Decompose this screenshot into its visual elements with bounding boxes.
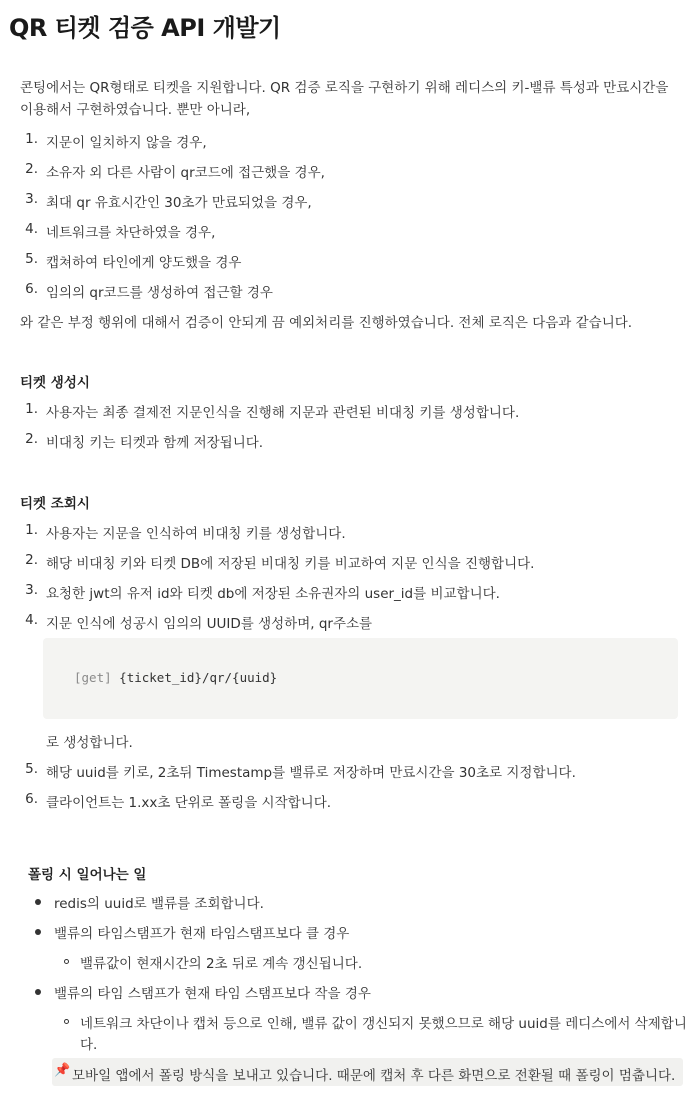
bullet-item: 밸류의 타임 스탬프가 현재 타임 스탬프보다 작을 경우 xyxy=(54,986,371,1002)
list-number: 2. xyxy=(25,161,38,177)
list-item: 비대칭 키는 티켓과 함께 저장됩니다. xyxy=(46,435,264,451)
sub-bullet-item: 밸류값이 현재시간의 2초 뒤로 계속 갱신됩니다. xyxy=(80,956,363,972)
sub-bullet-item-cont: 다. xyxy=(80,1037,98,1053)
list-item: 임의의 qr코드를 생성하여 접근할 경우 xyxy=(46,285,273,301)
code-line xyxy=(74,670,277,685)
list-number: 1. xyxy=(25,131,38,147)
section-heading-polling: 폴링 시 일어나는 일 xyxy=(28,867,147,883)
code-block xyxy=(43,638,678,719)
sub-bullet-circle xyxy=(64,959,69,964)
list-item: 지문이 일치하지 않을 경우, xyxy=(46,135,207,151)
list-item: 요청한 jwt의 유저 id와 티켓 db에 저장된 소유권자의 user_id를 비교합니다. xyxy=(46,586,500,602)
list-item: 해당 uuid를 키로, 2초뒤 Timestamp를 밸류로 저장하며 만료시간을 30초로 지정합니다. xyxy=(46,765,576,781)
bullet-dot xyxy=(35,899,41,905)
callout-box xyxy=(52,1058,683,1086)
code-method: [get] xyxy=(74,670,112,685)
intro-closing: 와 같은 부정 행위에 대해서 검증이 안되게 끔 예외처리를 진행하였습니다. 전체 로직은 다음과 같습니다. xyxy=(20,315,633,331)
list-number: 2. xyxy=(25,431,38,447)
intro-paragraph: 콘팅에서는 QR형태로 티켓을 지원합니다. QR 검증 로직을 구현하기 위해 레디스의 키-밸류 특성과 만료시간을 이용해서 구현하였습니다. 뿐만 아니라, xyxy=(20,80,669,118)
code-path: {ticket_id}/qr/{uuid} xyxy=(119,670,278,685)
list-item: 네트워크를 차단하였을 경우, xyxy=(46,225,216,241)
callout-text: 모바일 앱에서 폴링 방식을 보내고 있습니다. 때문에 캡처 후 다른 화면으로 전환될 때 폴링이 멈춥니다. xyxy=(72,1068,676,1084)
page-title: QR 티켓 검증 API 개발기 xyxy=(9,14,281,42)
list-item: 지문 인식에 성공시 임의의 UUID를 생성하며, qr주소를 xyxy=(46,616,373,632)
bullet-dot xyxy=(35,929,41,935)
list-number: 5. xyxy=(25,251,38,267)
list-item: 최대 qr 유효시간인 30초가 만료되었을 경우, xyxy=(46,195,312,211)
bullet-item: redis의 uuid로 밸류를 조회합니다. xyxy=(54,896,264,912)
list-item: 캡쳐하여 타인에게 양도했을 경우 xyxy=(46,255,242,271)
list-number: 6. xyxy=(25,791,38,807)
pushpin-icon: 📌 xyxy=(54,1063,71,1078)
list-item: 해당 비대칭 키와 티켓 DB에 저장된 비대칭 키를 비교하여 지문 인식을 진행합니다. xyxy=(46,556,535,572)
list-item: 사용자는 지문을 인식하여 비대칭 키를 생성합니다. xyxy=(46,526,346,542)
list-item: 사용자는 최종 결제전 지문인식을 진행해 지문과 관련된 비대칭 키를 생성합니다. xyxy=(46,405,520,421)
list-number: 4. xyxy=(25,221,38,237)
list-item: 클라이언트는 1.xx초 단위로 폴링을 시작합니다. xyxy=(46,795,332,811)
sub-bullet-item: 네트워크 차단이나 캡처 등으로 인해, 밸류 값이 갱신되지 못했으므로 해당 uuid를 레디스에서 삭제합니 xyxy=(80,1016,687,1032)
bullet-item: 밸류의 타임스탬프가 현재 타임스탬프보다 클 경우 xyxy=(54,926,350,942)
list-number: 3. xyxy=(25,191,38,207)
list-item: 소유자 외 다른 사람이 qr코드에 접근했을 경우, xyxy=(46,165,325,181)
bullet-dot xyxy=(35,989,41,995)
list-number: 1. xyxy=(25,522,38,538)
section-heading-lookup: 티켓 조회시 xyxy=(20,496,90,512)
list-number: 2. xyxy=(25,552,38,568)
list-item-continuation: 로 생성합니다. xyxy=(46,735,133,751)
list-number: 4. xyxy=(25,612,38,628)
list-number: 3. xyxy=(25,582,38,598)
list-number: 6. xyxy=(25,281,38,297)
list-number: 5. xyxy=(25,761,38,777)
section-heading-create: 티켓 생성시 xyxy=(20,375,90,391)
list-number: 1. xyxy=(25,401,38,417)
sub-bullet-circle xyxy=(64,1019,69,1024)
